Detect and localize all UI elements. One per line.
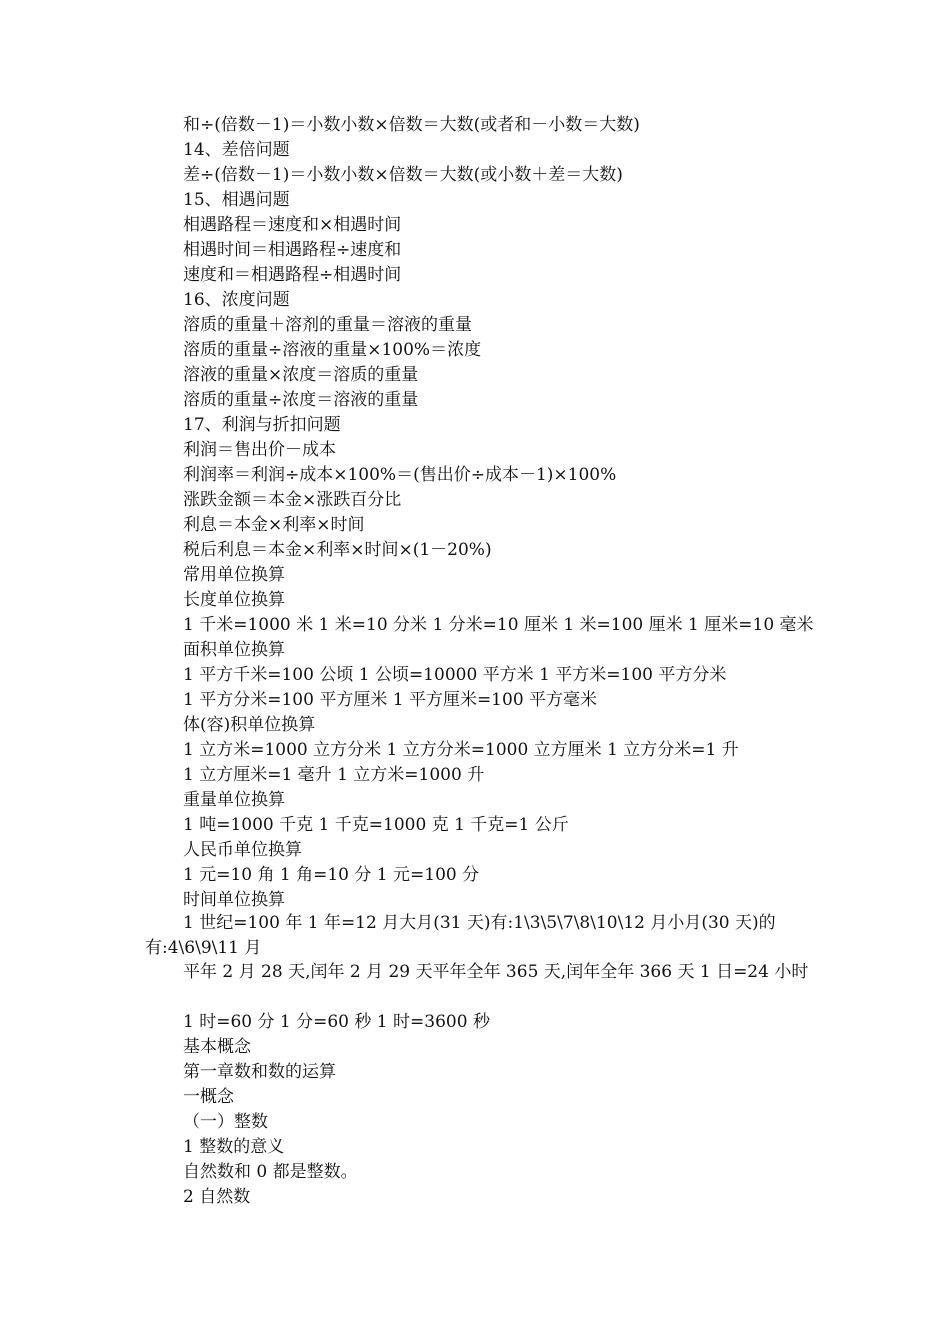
section-heading: 一概念 — [183, 1087, 234, 1107]
section-heading: 人民币单位换算 — [183, 840, 302, 860]
text-line: 溶质的重量÷浓度＝溶液的重量 — [183, 390, 419, 410]
text-line: 1 平方分米=100 平方厘米 1 平方厘米=100 平方毫米 — [183, 690, 598, 710]
text-line: 差÷(倍数－1)＝小数小数×倍数＝大数(或小数＋差＝大数) — [183, 165, 623, 185]
section-heading: 重量单位换算 — [183, 790, 285, 810]
section-heading: 时间单位换算 — [183, 890, 285, 910]
section-heading: 长度单位换算 — [183, 590, 285, 610]
section-heading: 2 自然数 — [183, 1187, 251, 1207]
text-line: 溶质的重量＋溶剂的重量＝溶液的重量 — [183, 315, 472, 335]
text-line: 和÷(倍数－1)＝小数小数×倍数＝大数(或者和－小数＝大数) — [183, 115, 640, 135]
text-line: 1 立方米=1000 立方分米 1 立方分米=1000 立方厘米 1 立方分米=1 升 — [183, 740, 739, 760]
text-line: 溶质的重量÷溶液的重量×100%＝浓度 — [183, 340, 482, 360]
text-line: 利润率＝利润÷成本×100%＝(售出价÷成本－1)×100% — [183, 465, 617, 485]
text-line: 利息＝本金×利率×时间 — [183, 515, 365, 535]
section-heading: 14、差倍问题 — [183, 140, 290, 160]
text-line: 1 平方千米=100 公顷 1 公顷=10000 平方米 1 平方米=100 平方分米 — [183, 665, 727, 685]
text-line: 涨跌金额＝本金×涨跌百分比 — [183, 490, 402, 510]
text-paragraph: 平年 2 月 28 天,闰年 2 月 29 天平年全年 365 天,闰年全年 366 天 1 日=24 小时 — [183, 962, 809, 982]
section-heading: 第一章数和数的运算 — [183, 1062, 336, 1082]
section-heading: 体(容)积单位换算 — [183, 715, 316, 735]
section-heading: 常用单位换算 — [183, 565, 285, 585]
text-line: 利润＝售出价－成本 — [183, 440, 336, 460]
section-heading: 15、相遇问题 — [183, 190, 290, 210]
section-heading: 1 整数的意义 — [183, 1137, 285, 1157]
text-line: 1 千米=1000 米 1 米=10 分米 1 分米=10 厘米 1 米=100 厘米 1 厘米=10 毫米 — [183, 615, 814, 635]
text-line: 1 元=10 角 1 角=10 分 1 元=100 分 — [183, 865, 480, 885]
text-line: 速度和＝相遇路程÷相遇时间 — [183, 265, 402, 285]
section-heading: 17、利润与折扣问题 — [183, 415, 341, 435]
section-heading: 基本概念 — [183, 1037, 251, 1057]
section-heading: 16、浓度问题 — [183, 290, 290, 310]
text-paragraph: 1 世纪=100 年 1 年=12 月大月(31 天)有:1\3\5\7\8\10\12 月小月(30 天)的有:4\6\9\11 月 — [145, 913, 776, 958]
text-line: 1 吨=1000 千克 1 千克=1000 克 1 千克=1 公斤 — [183, 815, 569, 835]
text-line: 税后利息＝本金×利率×时间×(1－20%) — [183, 540, 492, 560]
text-line: 1 时=60 分 1 分=60 秒 1 时=3600 秒 — [183, 1012, 490, 1032]
text-line: 溶液的重量×浓度＝溶质的重量 — [183, 365, 419, 385]
text-line: 1 立方厘米=1 毫升 1 立方米=1000 升 — [183, 765, 485, 785]
text-line: 相遇路程＝速度和×相遇时间 — [183, 215, 402, 235]
section-heading: （一）整数 — [183, 1112, 268, 1132]
text-line: 相遇时间＝相遇路程÷速度和 — [183, 240, 402, 260]
section-heading: 面积单位换算 — [183, 640, 285, 660]
text-line: 自然数和 0 都是整数。 — [183, 1162, 358, 1182]
